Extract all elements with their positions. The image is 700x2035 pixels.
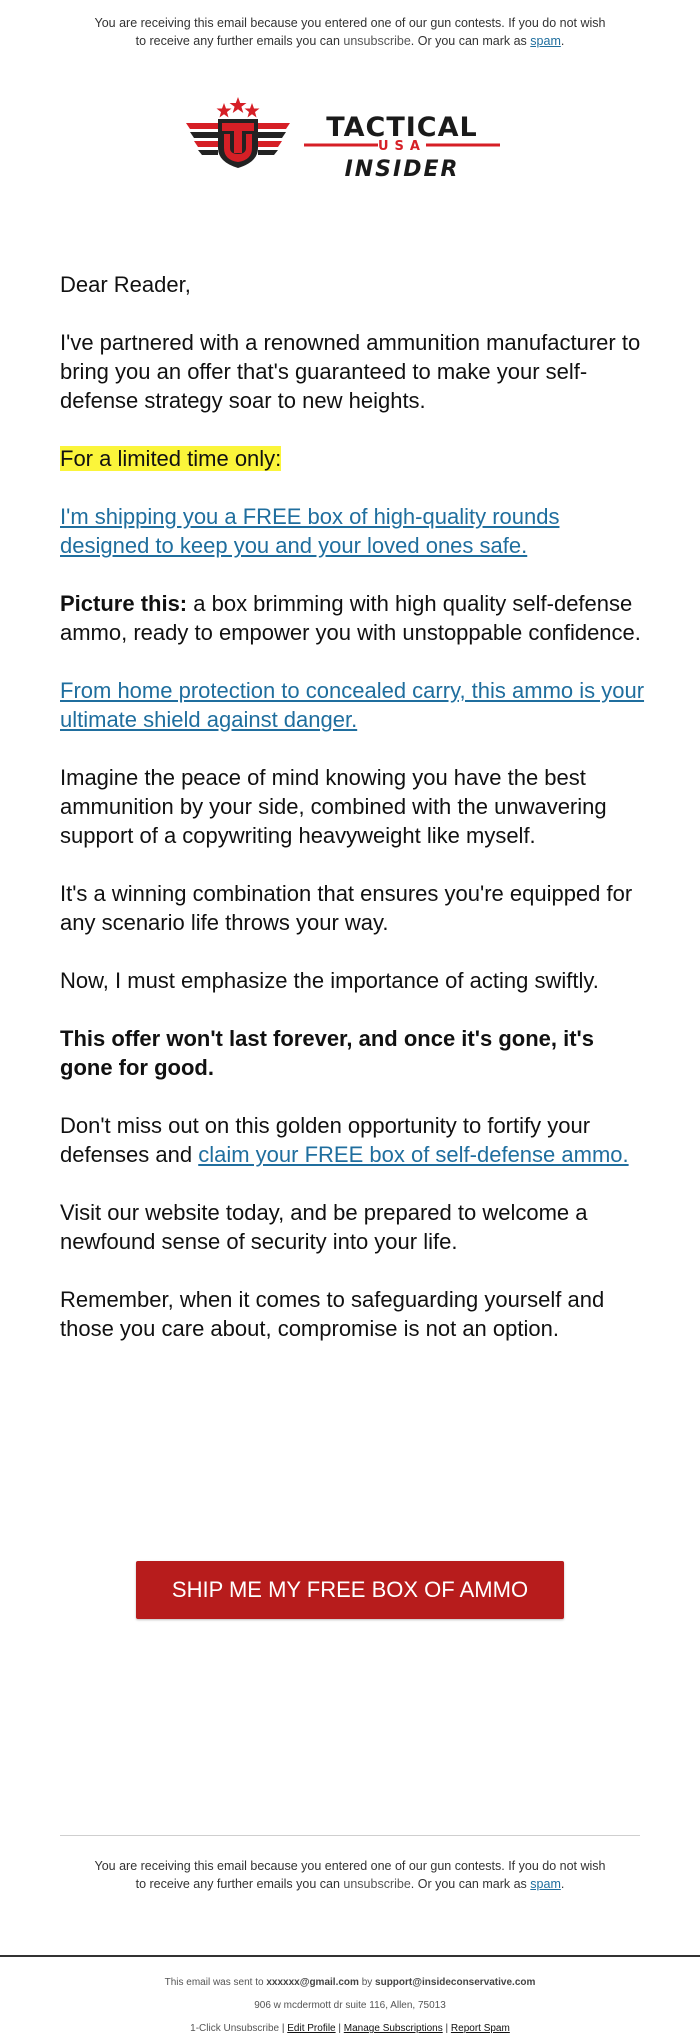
imagine-paragraph: Imagine the peace of mind knowing you have the best ammunition by your side, combined with the unwavering support of a copywriting heavyweight like myself. [60, 765, 607, 848]
footer-unsubscribe-link[interactable]: unsubscribe [343, 1877, 411, 1891]
header-spam-link[interactable]: spam [530, 34, 561, 48]
claim-box-link[interactable]: claim your FREE box of self-defense ammo. [198, 1142, 629, 1167]
sent-to-line [0, 1977, 700, 1988]
tactical-usa-insider-logo [184, 96, 516, 200]
footer-notice-mid: . Or you can mark as [410, 1877, 527, 1891]
edit-profile-link[interactable]: Edit Profile [287, 2023, 336, 2034]
sender-email: support@insideconservative.com [375, 1977, 536, 1988]
mailing-address: 906 w mcdermott dr suite 116, Allen, 75013 [254, 2000, 446, 2011]
header-notice-mid: . Or you can mark as [410, 34, 527, 48]
intro-paragraph: I've partnered with a renowned ammunition manufacturer to bring you an offer that's guaranteed to make your self-defense strategy soar to new heights. [60, 330, 641, 413]
footer-sep-3: | [445, 2023, 449, 2034]
picture-text: a box brimming with high quality self-defense ammo, ready to empower you with unstoppable confidence. [60, 591, 641, 645]
report-spam-link[interactable]: Report Spam [450, 2023, 510, 2034]
picture-paragraph [60, 589, 650, 647]
offer-paragraph: This offer won't last forever, and once it's gone, it's gone for good. [60, 1026, 595, 1080]
one-click-unsubscribe[interactable]: 1-Click Unsubscribe [190, 2023, 280, 2034]
header-unsubscribe-link[interactable]: unsubscribe [343, 34, 411, 48]
logo-shield-icon [218, 119, 258, 168]
manage-subscriptions-link[interactable]: Manage Subscriptions [343, 2023, 443, 2034]
winning-paragraph: It's a winning combination that ensures you're equipped for any scenario life throws your way. [60, 881, 633, 935]
footer-separator [0, 1955, 700, 1957]
footer-notice-end: . [560, 1877, 565, 1891]
logo-text-tactical: TACTICAL [326, 112, 478, 143]
protection-paragraph [60, 676, 650, 734]
footer-divider [60, 1835, 640, 1836]
header-notice-line2: to receive any further emails you can [135, 34, 340, 48]
free-box-link[interactable]: I'm shipping you a FREE box of high-quality rounds designed to keep you and your loved ones safe. [60, 504, 560, 558]
email-body [60, 270, 650, 1372]
footer-links [0, 2023, 700, 2034]
recipient-email: xxxxxx@gmail.com [266, 1977, 359, 1988]
greeting: Dear Reader, [60, 272, 191, 297]
footer-notice [60, 1857, 640, 1893]
visit-paragraph: Visit our website today, and be prepared to welcome a newfound sense of security into your life. [60, 1200, 588, 1254]
dont-miss-paragraph [60, 1111, 650, 1169]
header-notice [60, 14, 640, 50]
limited-time-paragraph [60, 444, 650, 473]
sent-by: by [361, 1977, 373, 1988]
free-box-paragraph [60, 502, 650, 560]
header-notice-end: . [560, 34, 565, 48]
picture-bold: Picture this: [60, 591, 188, 616]
dont-miss-text: Don't miss out on this golden opportunity to fortify your defenses and [60, 1113, 591, 1167]
limited-time-highlight: For a limited time only: [60, 446, 282, 471]
logo-text-insider: INSIDER [344, 157, 460, 182]
footer-spam-link[interactable]: spam [530, 1877, 561, 1891]
logo-star-right-icon [245, 103, 260, 118]
sent-prefix: This email was sent to [164, 1977, 264, 1988]
remember-paragraph: Remember, when it comes to safeguarding yourself and those you care about, compromise is not an option. [60, 1287, 605, 1341]
logo-star-left-icon [217, 103, 232, 118]
logo-star-center-icon [230, 97, 247, 113]
now-paragraph: Now, I must emphasize the importance of acting swiftly. [60, 968, 599, 993]
logo-text-usa: USA [378, 139, 426, 154]
footer-sep-2: | [338, 2023, 341, 2034]
footer-notice-line2: to receive any further emails you can [135, 1877, 340, 1891]
protection-link[interactable]: From home protection to concealed carry, this ammo is your ultimate shield against danger. [60, 678, 645, 732]
footer-sep-1: | [281, 2023, 285, 2034]
footer-notice-line1: You are receiving this email because you entered one of our gun contests. If you do not wish [94, 1859, 606, 1873]
header-notice-line1: You are receiving this email because you entered one of our gun contests. If you do not wish [94, 16, 606, 30]
ship-free-box-button[interactable]: SHIP ME MY FREE BOX OF AMMO [136, 1561, 564, 1619]
